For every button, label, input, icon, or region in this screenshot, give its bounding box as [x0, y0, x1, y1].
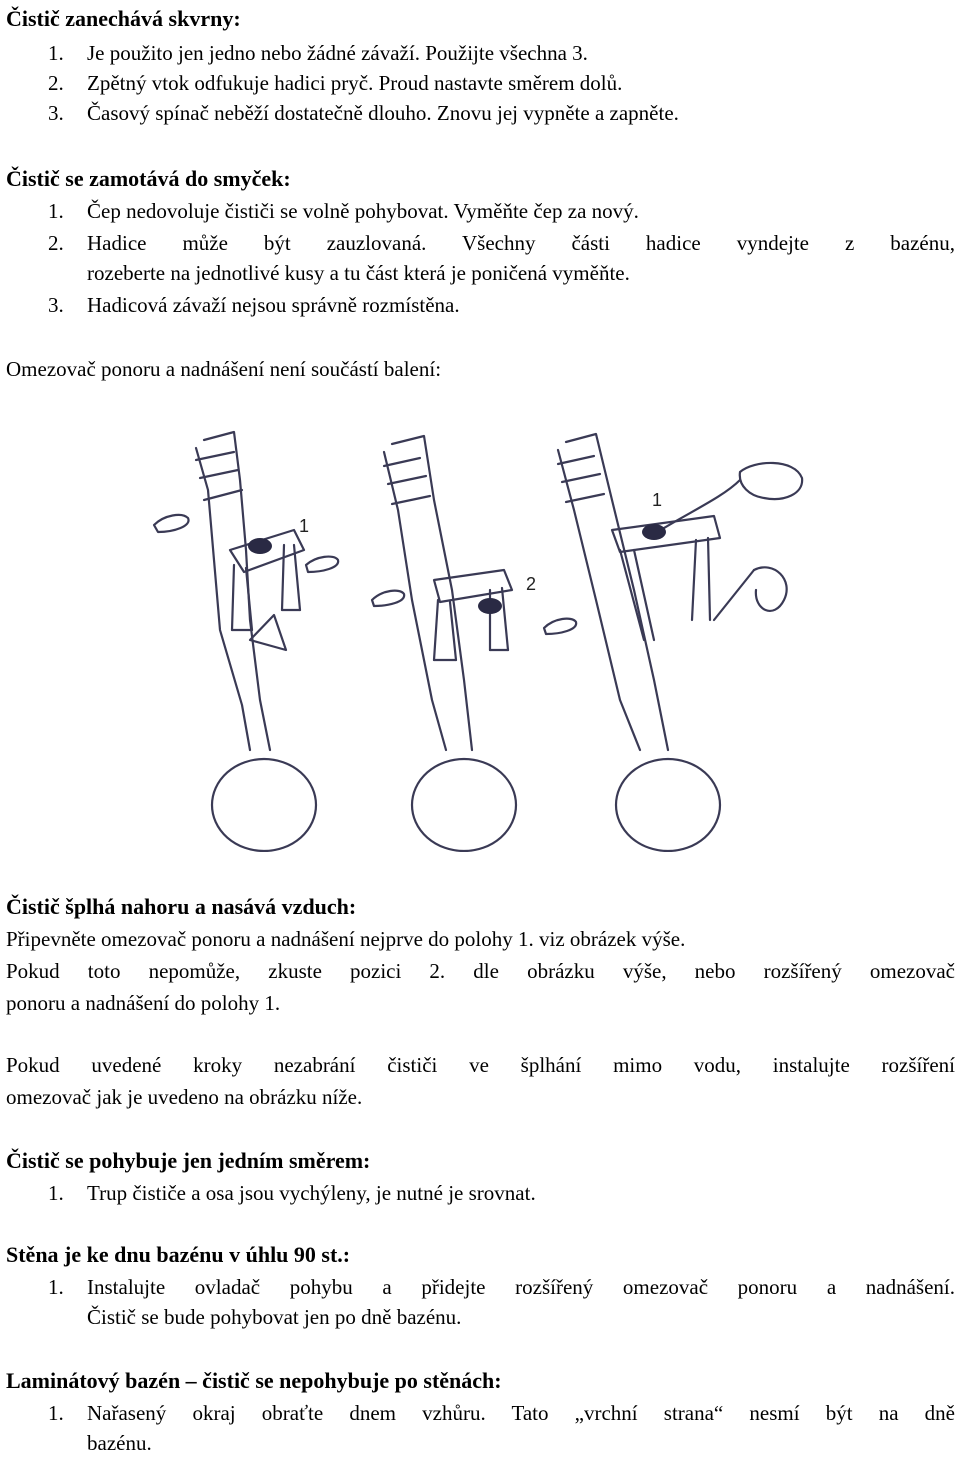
section-heading-wall-angle: Stěna je ke dnu bazénu v úhlu 90 st.: — [6, 1242, 351, 1267]
list-item: Trup čističe a osa jsou vychýleny, je nutné je srovnat. — [87, 1181, 536, 1205]
list-item-continued: rozeberte na jednotlivé kusy a tu část která je poničená vyměňte. — [87, 261, 630, 285]
weight-icon — [154, 515, 189, 532]
limiter-line — [664, 480, 740, 528]
cleaner-figure-1 — [196, 432, 316, 851]
list-item: Časový spínač neběží dostatečně dlouho. Znovu jej vypněte a zapněte. — [87, 101, 679, 125]
cleaner-figure-2 — [384, 436, 516, 851]
list-item: Hadicová závaží nejsou správně rozmístěna. — [87, 293, 460, 317]
section-heading-laminate: Laminátový bazén – čistič se nepohybuje po stěnách: — [6, 1368, 502, 1393]
figure-label-3: 1 — [652, 490, 663, 510]
paragraph-continued: ponoru a nadnášení do polohy 1. — [6, 991, 281, 1015]
weight-icon — [306, 557, 338, 572]
cleaner-illustration — [134, 420, 828, 852]
list-number: 1. — [48, 41, 64, 65]
list-item-continued: Čistič se bude pohybovat jen po dně bazénu. — [87, 1305, 462, 1329]
paragraph: Pokud uvedené kroky nezabrání čističi ve šplhání mimo vodu, instalujte rozšíření — [6, 1053, 955, 1077]
list-item: Zpětný vtok odfukuje hadici pryč. Proud nastavte směrem dolů. — [87, 71, 623, 95]
paragraph-continued: omezovač jak je uvedeno na obrázku níže. — [6, 1085, 363, 1109]
list-number: 1. — [48, 199, 64, 223]
list-item-continued: bazénu. — [87, 1431, 152, 1455]
list-number: 2. — [48, 231, 64, 255]
limiter-icon — [740, 463, 802, 499]
list-item: Čep nedovoluje čističi se volně pohybovat. Vyměňte čep za nový. — [87, 199, 639, 223]
weight-icon — [544, 619, 576, 634]
section-heading-stains: Čistič zanechává skvrny: — [6, 6, 241, 31]
section-heading-climbs: Čistič šplhá nahoru a nasává vzduch: — [6, 894, 357, 919]
list-item: Je použito jen jedno nebo žádné závaží. Použijte všechna 3. — [87, 41, 588, 65]
paragraph: Připevněte omezovač ponoru a nadnášení nejprve do polohy 1. viz obrázek výše. — [6, 927, 686, 951]
section-heading-loops: Čistič se zamotává do smyček: — [6, 166, 291, 191]
cleaner-figure-3 — [558, 434, 787, 851]
list-item: Nařasený okraj obraťte dnem vzhůru. Tato „vrchní strana“ nesmí být na dně — [87, 1401, 955, 1425]
list-number: 1. — [48, 1181, 64, 1205]
list-number: 3. — [48, 293, 64, 317]
figure-label-1: 1 — [299, 516, 310, 536]
section-heading-one-direction: Čistič se pohybuje jen jedním směrem: — [6, 1148, 371, 1173]
list-item: Instalujte ovladač pohybu a přidejte rozšířený omezovač ponoru a nadnášení. — [87, 1275, 955, 1299]
weight-icon — [372, 591, 404, 606]
list-item: Hadice může být zauzlovaná. Všechny části hadice vyndejte z bazénu, — [87, 231, 955, 255]
figure-label-2: 2 — [526, 574, 537, 594]
list-number: 3. — [48, 101, 64, 125]
list-number: 1. — [48, 1401, 64, 1425]
list-number: 2. — [48, 71, 64, 95]
list-number: 1. — [48, 1275, 64, 1299]
intro-text: Omezovač ponoru a nadnášení není součástí balení: — [6, 357, 442, 381]
paragraph: Pokud toto nepomůže, zkuste pozici 2. dle obrázku výše, nebo rozšířený omezovač — [6, 959, 955, 983]
